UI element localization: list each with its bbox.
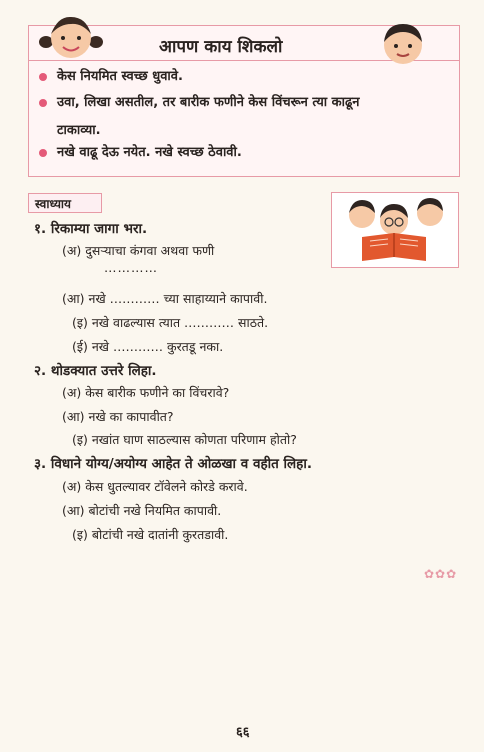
summary-title: आपण काय शिकलो (159, 37, 283, 57)
summary-bullet-2-continued: टाकाव्या. (57, 123, 101, 138)
q3-item-i: (इ) बोटांची नखे दातांनी कुरतडावी. (72, 527, 229, 542)
q1-item-a-blank: ………… (104, 260, 158, 275)
q3-item-aa: (आ) बोटांची नखे नियमित कापावी. (62, 503, 222, 518)
boy-illustration-icon (378, 20, 428, 66)
exercise-tag: स्वाध्याय (28, 193, 102, 213)
page-number: ६६ (236, 725, 250, 740)
summary-bullet-3 (39, 142, 242, 164)
bullet-dot-icon (39, 149, 47, 157)
question-2-heading: २. थोडक्यात उत्तरे लिहा. (34, 363, 157, 379)
reading-illustration-frame (331, 192, 459, 268)
question-1-heading: १. रिकाम्या जागा भरा. (34, 221, 148, 237)
q3-item-a: (अ) केस धुतल्यावर टॉवेलने कोरडे करावे. (62, 479, 248, 494)
q1-item-i: (इ) नखे वाढल्यास त्यात ………… साठते. (72, 315, 269, 330)
bullet-text: नखे वाढू देऊ नयेत. नखे स्वच्छ ठेवावी. (57, 145, 242, 160)
question-3-heading: ३. विधाने योग्य/अयोग्य आहेत ते ओळखा व वहीत लिहा. (34, 456, 312, 472)
q1-item-aa: (आ) नखे ………… च्या साहाय्याने कापावी. (62, 291, 268, 306)
summary-bullet-1 (39, 66, 183, 88)
q2-item-a: (अ) केस बारीक फणीने का विंचरावे? (62, 385, 230, 400)
children-reading-icon (332, 193, 458, 267)
q2-item-i: (इ) नखांत घाण साठल्यास कोणता परिणाम होतो? (72, 432, 297, 447)
q1-item-a: (अ) दुसऱ्याचा कंगवा अथवा फणी (62, 243, 215, 258)
girl-illustration-icon (38, 14, 104, 64)
bullet-dot-icon (39, 99, 47, 107)
bullet-text: केस नियमित स्वच्छ धुवावे. (57, 69, 183, 84)
q2-item-aa: (आ) नखे का कापावीत? (62, 409, 174, 424)
q1-item-ii: (ई) नखे ………… कुरतडू नका. (72, 339, 224, 354)
summary-bullet-2 (39, 92, 360, 114)
bullet-text: उवा, लिखा असतील, तर बारीक फणीने केस विंचरून त्या काढून (57, 95, 360, 110)
bullet-dot-icon (39, 73, 47, 81)
star-ornament-icon: ✿✿✿ (424, 567, 458, 581)
